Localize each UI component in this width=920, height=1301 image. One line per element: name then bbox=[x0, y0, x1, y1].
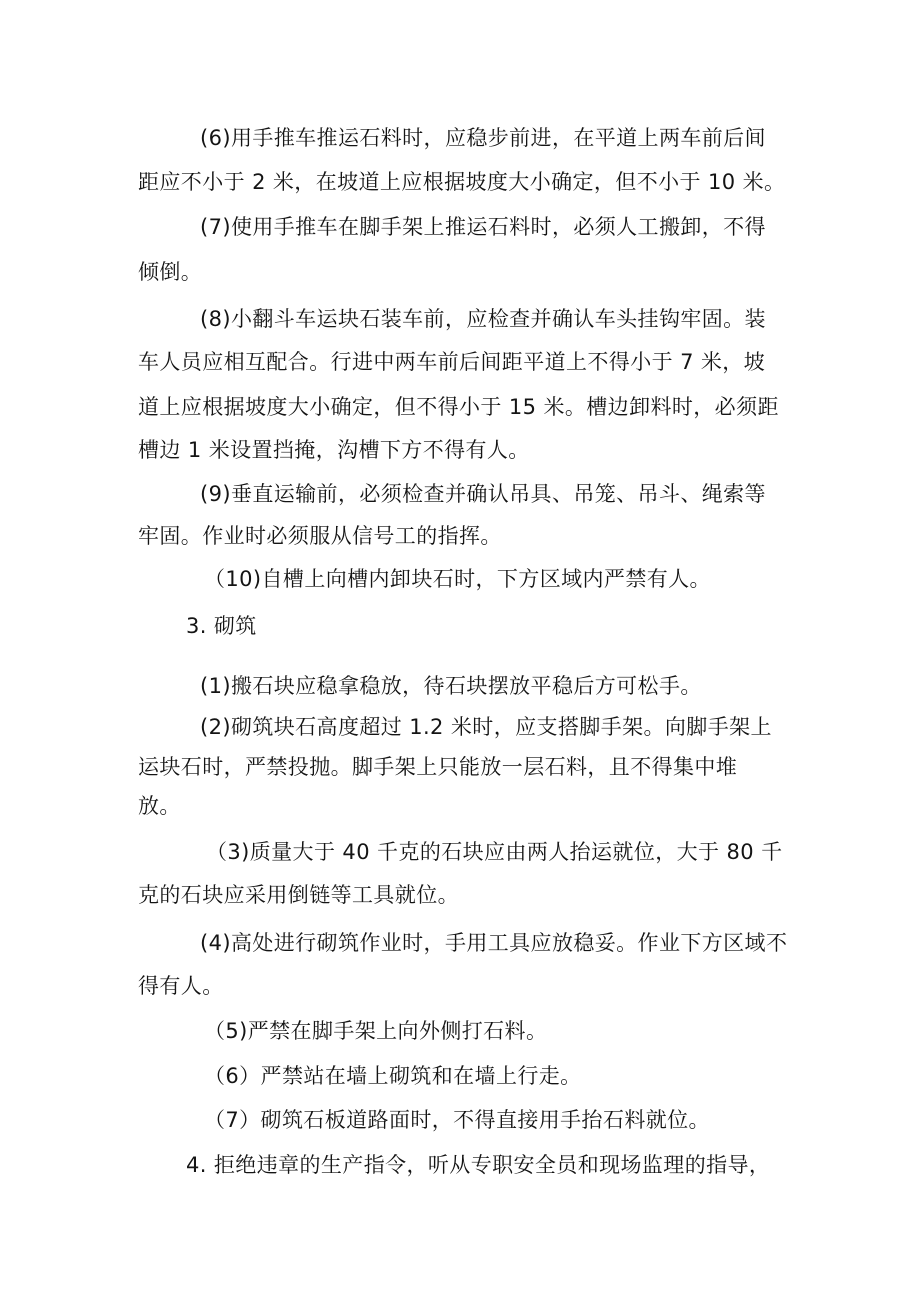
paragraph-8-line-4: 槽边 1 米设置挡掩，沟槽下方不得有人。 bbox=[138, 438, 530, 462]
masonry-item-5-line-1: （5)严禁在脚手架上向外侧打石料。 bbox=[204, 1019, 548, 1043]
paragraph-6-line-1: (6)用手推车推运石料时，应稳步前进，在平道上两车前后间 bbox=[200, 126, 766, 150]
masonry-item-4-line-2: 得有人。 bbox=[138, 974, 224, 998]
paragraph-8-line-1: (8)小翻斗车运块石装车前，应检查并确认车头挂钩牢固。装 bbox=[200, 307, 766, 331]
item-4-line-1: 4. 拒绝违章的生产指令，听从专职安全员和现场监理的指导， bbox=[186, 1153, 771, 1177]
masonry-item-2-line-3: 放。 bbox=[138, 794, 181, 818]
masonry-item-3-line-1: （3)质量大于 40 千克的石块应由两人抬运就位，大于 80 千 bbox=[206, 840, 783, 864]
paragraph-8-line-2: 车人员应相互配合。行进中两车前后间距平道上不得小于 7 米，坡 bbox=[138, 350, 766, 374]
paragraph-7-line-1: (7)使用手推车在脚手架上推运石料时，必须人工搬卸，不得 bbox=[200, 215, 766, 239]
paragraph-9-line-1: (9)垂直运输前，必须检查并确认吊具、吊笼、吊斗、绳索等 bbox=[200, 482, 766, 506]
paragraph-9-line-2: 牢固。作业时必须服从信号工的指挥。 bbox=[138, 524, 502, 548]
masonry-item-1-line-1: (1)搬石块应稳拿稳放，待石块摆放平稳后方可松手。 bbox=[200, 674, 702, 698]
paragraph-6-line-2: 距应不小于 2 米，在坡道上应根据坡度大小确定，但不小于 10 米。 bbox=[138, 170, 786, 194]
masonry-item-6-line-1: （6）严禁站在墙上砌筑和在墙上行走。 bbox=[204, 1064, 582, 1088]
masonry-item-3-line-2: 克的石块应采用倒链等工具就位。 bbox=[138, 883, 459, 907]
paragraph-10-line-1: （10)自槽上向槽内卸块石时，下方区域内严禁有人。 bbox=[204, 567, 711, 591]
paragraph-7-line-2: 倾倒。 bbox=[138, 260, 203, 284]
masonry-item-7-line-1: （7）砌筑石板道路面时，不得直接用手抬石料就位。 bbox=[204, 1108, 710, 1132]
masonry-item-2-line-2: 运块石时，严禁投抛。脚手架上只能放一层石料，且不得集中堆 bbox=[138, 755, 738, 779]
paragraph-8-line-3: 道上应根据坡度大小确定，但不得小于 15 米。槽边卸料时，必须距 bbox=[138, 395, 779, 419]
masonry-item-2-line-1: (2)砌筑块石高度超过 1.2 米时，应支搭脚手架。向脚手架上 bbox=[200, 715, 772, 739]
section-3-heading: 3. 砌筑 bbox=[186, 614, 257, 638]
masonry-item-4-line-1: (4)高处进行砌筑作业时，手用工具应放稳妥。作业下方区域不 bbox=[200, 931, 788, 955]
